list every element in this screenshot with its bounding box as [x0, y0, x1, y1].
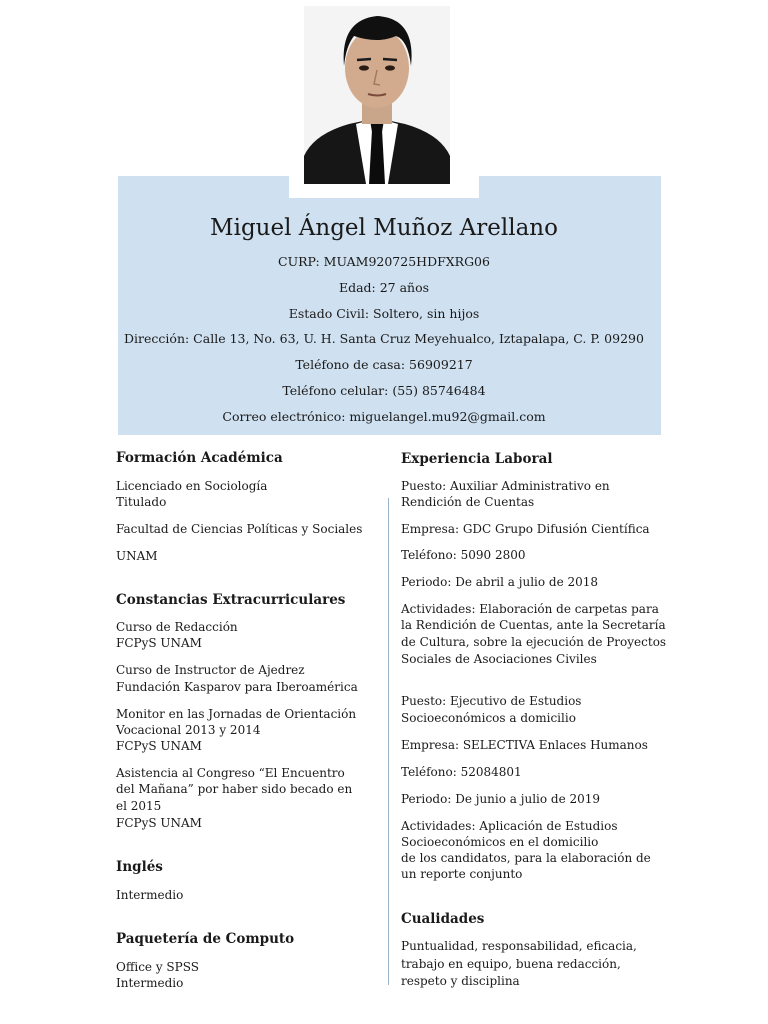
curp-line: CURP: MUAM920725HDFXRG06	[278, 254, 490, 269]
cualidades-line3: respeto y disciplina	[401, 974, 520, 988]
constancia-4-line2: del Mañana” por haber sido becado en	[116, 782, 353, 796]
address-line: Dirección: Calle 13, No. 63, U. H. Santa Cruz Meyehualco, Iztapalapa, C. P. 09290	[124, 331, 644, 346]
job-2-activities-line1: Actividades: Aplicación de Estudios	[401, 819, 618, 833]
paqueteria-level: Intermedio	[116, 976, 184, 990]
section-title-cualidades: Cualidades	[401, 911, 485, 927]
home-phone-line: Teléfono de casa: 56909217	[295, 357, 473, 372]
constancia-3-institution: FCPyS UNAM	[116, 739, 202, 753]
job-1-period: Periodo: De abril a julio de 2018	[401, 575, 599, 589]
paqueteria-software: Office y SPSS	[116, 960, 199, 974]
marital-status-line: Estado Civil: Soltero, sin hijos	[288, 306, 480, 321]
email-line: Correo electrónico: miguelangel.mu92@gmail.com	[222, 409, 546, 424]
constancia-1-institution: FCPyS UNAM	[116, 636, 202, 650]
job-2-period: Periodo: De junio a julio de 2019	[401, 792, 601, 806]
photo-frame	[289, 0, 479, 198]
cualidades-line1: Puntualidad, responsabilidad, eficacia,	[401, 939, 637, 953]
job-2-activities-line2: Socioeconómicos en el domicilio	[401, 835, 599, 849]
formacion-university: UNAM	[116, 549, 158, 563]
job-2-company: Empresa: SELECTIVA Enlaces Humanos	[401, 738, 648, 752]
job-1-activities-line2: la Rendición de Cuentas, ante la Secretaría	[401, 618, 666, 632]
mobile-phone-line: Teléfono celular: (55) 85746484	[282, 383, 486, 398]
cualidades-line2: trabajo en equipo, buena redacción,	[401, 957, 621, 971]
job-2-position-line2: Socioeconómicos a domicilio	[401, 711, 576, 725]
constancia-3-title-line1: Monitor en las Jornadas de Orientación	[116, 707, 357, 721]
job-2-activities-line3: de los candidatos, para la elaboración de	[401, 851, 651, 865]
job-1-phone: Teléfono: 5090 2800	[401, 548, 526, 562]
profile-photo	[304, 6, 450, 184]
formacion-degree: Licenciado en Sociología	[116, 479, 268, 493]
formacion-status: Titulado	[116, 495, 167, 509]
constancia-3-title-line2: Vocacional 2013 y 2014	[116, 723, 261, 737]
job-2-activities-line4: un reporte conjunto	[401, 867, 523, 881]
job-1-company: Empresa: GDC Grupo Difusión Científica	[401, 522, 650, 536]
section-title-formacion: Formación Académica	[116, 450, 283, 466]
job-1-activities-line4: Sociales de Asociaciones Civiles	[401, 652, 597, 666]
constancia-2-title: Curso de Instructor de Ajedrez	[116, 663, 305, 677]
section-title-constancias: Constancias Extracurriculares	[116, 592, 346, 608]
job-2-phone: Teléfono: 52084801	[401, 765, 522, 779]
portrait-illustration	[304, 6, 450, 184]
section-title-paqueteria: Paquetería de Computo	[116, 931, 295, 947]
age-line: Edad: 27 años	[338, 280, 430, 295]
job-1-activities-line1: Actividades: Elaboración de carpetas para	[401, 602, 659, 616]
section-title-experiencia: Experiencia Laboral	[401, 451, 553, 467]
constancia-2-institution: Fundación Kasparov para Iberoamérica	[116, 680, 358, 694]
job-2-position-line1: Puesto: Ejecutivo de Estudios	[401, 694, 582, 708]
ingles-level: Intermedio	[116, 888, 184, 902]
section-title-ingles: Inglés	[116, 859, 163, 875]
constancia-4-line1: Asistencia al Congreso “El Encuentro	[116, 766, 345, 780]
job-1-position-line1: Puesto: Auxiliar Administrativo en	[401, 479, 610, 493]
constancia-4-line3: el 2015	[116, 799, 162, 813]
full-name: Miguel Ángel Muñoz Arellano	[210, 215, 558, 241]
column-divider	[388, 498, 389, 985]
constancia-1-title: Curso de Redacción	[116, 620, 238, 634]
job-1-activities-line3: de Cultura, sobre la ejecución de Proyectos	[401, 635, 667, 649]
job-1-position-line2: Rendición de Cuentas	[401, 495, 535, 509]
formacion-faculty: Facultad de Ciencias Políticas y Sociales	[116, 522, 363, 536]
constancia-4-institution: FCPyS UNAM	[116, 816, 202, 830]
